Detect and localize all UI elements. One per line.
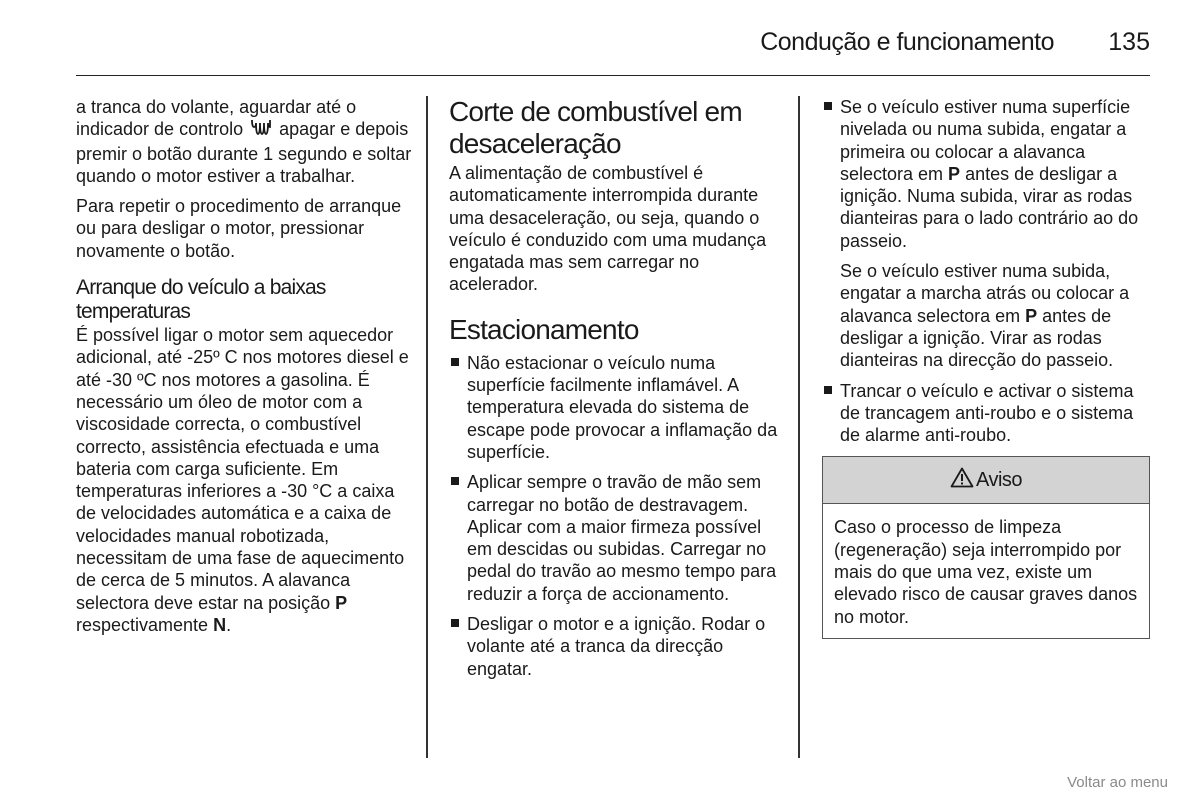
column-middle [449, 96, 784, 688]
bullet-square-icon [824, 386, 832, 394]
bullet-square-icon [451, 358, 459, 366]
list-item: Desligar o motor e a ignição. Rodar o volante até a tranca da direcção engatar. [449, 613, 784, 680]
bullet-list [822, 380, 1152, 447]
list-item: Não estacionar o veículo numa superfície facilmente inflamável. A temperatura elevada do sistema de escape pode provocar a inflamação da superfície. [449, 352, 784, 463]
bullet-list [449, 352, 784, 680]
section-heading: Corte de combustível em desaceleração [449, 96, 742, 159]
page-number: 135 [1108, 28, 1150, 56]
section-heading: Arranque do veículo a baixas temperaturas [76, 276, 326, 324]
preheat-coil-icon [250, 119, 272, 142]
warning-body: Caso o processo de limpeza (regeneração) seja interrompido por mais do que uma vez, existe um elevado risco de causar graves danos no motor. [834, 517, 1138, 627]
paragraph: a tranca do volante, aguardar até o indicador de controlo apagar e depois premir o botão durante 1 segundo e soltar quando o motor estiver a trabalhar. [76, 97, 412, 186]
warning-header [823, 457, 1149, 504]
section-heading: Estacionamento [449, 313, 639, 345]
warning-box [822, 456, 1150, 638]
paragraph: Para repetir o procedimento de arranque ou para desligar o motor, pressionar novamente o botão. [76, 196, 402, 261]
paragraph: A alimentação de combustível é automaticamente interrompida durante uma desaceleração, ou seja, quando o veículo é conduzido com uma mudança engatada mas sem carregar no acelerador. [449, 163, 767, 295]
column-divider [798, 96, 800, 758]
list-item: Se o veículo estiver numa superfície nivelada ou numa subida, engatar a primeira ou colocar a alavanca selectora em P antes de desligar a ignição. Numa subida, virar as rodas dianteiras para o lado contrário ao do passeio. [822, 96, 1152, 252]
bullet-list [822, 96, 1152, 252]
bullet-square-icon [824, 102, 832, 110]
column-left [76, 96, 414, 644]
bullet-square-icon [451, 619, 459, 627]
warning-triangle-icon [950, 467, 974, 493]
paragraph: É possível ligar o motor sem aquecedor adicional, até -25º C nos motores diesel e até -30 ºC nos motores a gasolina. É necessário um óleo de motor com a viscosidade correcta, o combustível correcto, assistência efectuada e uma bateria com carga suficiente. Em temperaturas inferiores a -30 °C a caixa de velocidades automática e a caixa de velocidades manual robotizada, necessitam de uma fase de aquecimento de cerca de 5 minutos. A alavanca selectora deve estar na posição P respectivamente N. [76, 325, 409, 635]
page-header [76, 24, 1150, 76]
warning-title: Aviso [975, 469, 1023, 492]
back-to-menu-link[interactable]: Voltar ao menu [1067, 774, 1168, 791]
list-item: Trancar o veículo e activar o sistema de trancagem anti-roubo e o sistema de alarme anti-roubo. [822, 380, 1152, 447]
column-divider [426, 96, 428, 758]
bullet-square-icon [451, 477, 459, 485]
paragraph: Se o veículo estiver numa subida, engatar a marcha atrás ou colocar a alavanca selectora em P antes de desligar a ignição. Virar as rodas dianteiras na direcção do passeio. [840, 261, 1130, 371]
section-title: Condução e funcionamento [760, 28, 1054, 56]
list-item: Aplicar sempre o travão de mão sem carregar no botão de destravagem. Aplicar com a maior firmeza possível em descidas ou subidas. Carregar no pedal do travão ao mesmo tempo para reduzir a força de accionamento. [449, 471, 784, 605]
column-right [822, 96, 1152, 639]
